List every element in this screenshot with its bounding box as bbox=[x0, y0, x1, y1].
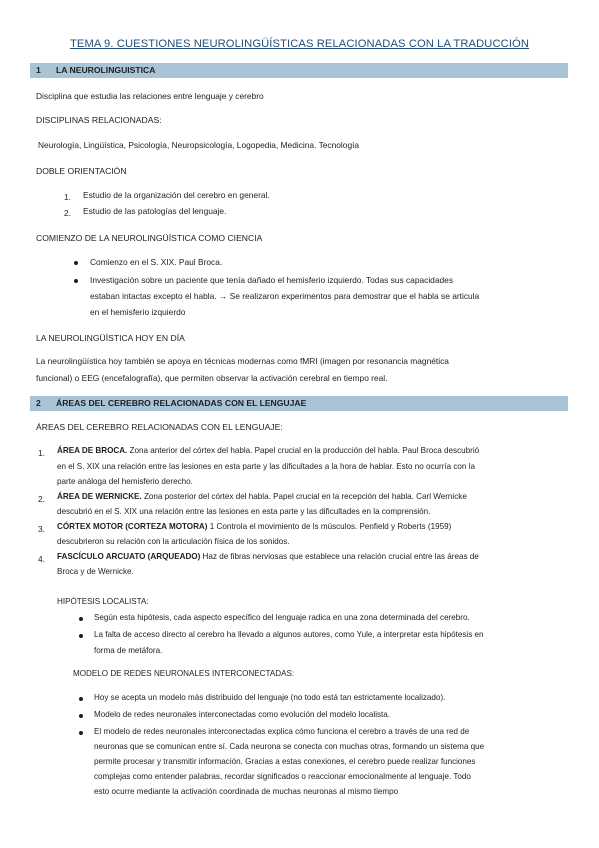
beginning-item-2-line-1: Investigación sobre un paciente que tenía dañado el hemisferio izquierdo. Todas sus capacidades bbox=[90, 275, 454, 285]
area-1-term: ÁREA DE BROCA. bbox=[57, 446, 128, 455]
disciplines-heading: DISCIPLINAS RELACIONADAS: bbox=[36, 115, 162, 125]
disciplines-list: Neurología, Lingüística, Psicología, Neuropsicología, Logopedia, Medicina. Tecnología bbox=[38, 140, 360, 150]
beginning-heading: COMIENZO DE LA NEUROLINGÜÍSTICA COMO CIENCIA bbox=[36, 233, 263, 243]
bullet-icon bbox=[79, 634, 83, 638]
localist-item-1: Según esta hipótesis, cada aspecto específico del lenguaje radica en una zona determinada del cerebro. bbox=[94, 613, 470, 622]
document-title: TEMA 9. CUESTIONES NEUROLINGÜÍSTICAS RELACIONADAS CON LA TRADUCCIÓN bbox=[69, 38, 530, 50]
network-item-2: Modelo de redes neuronales interconectadas como evolución del modelo localista. bbox=[94, 710, 391, 719]
bullet-icon bbox=[79, 617, 83, 621]
network-item-3-line-2: neuronas que se comunican entre sí. Cada neurona se conecta con muchas otras, formando un sistema que bbox=[94, 742, 485, 751]
section-1-number: 1 bbox=[36, 65, 41, 75]
area-1-line-3: parte análoga del hemisferio derecho. bbox=[57, 477, 193, 486]
beginning-item-2-line-2: estaban intactas excepto el habla. → Se realizaron experimentos para demostrar que el habla se articula bbox=[90, 291, 480, 301]
bullet-icon bbox=[74, 261, 78, 265]
beginning-item-2-line-3: en el hemisferio izquierdo bbox=[90, 307, 186, 317]
section-2-title: ÁREAS DEL CEREBRO RELACIONADAS CON EL LENGUJAE bbox=[56, 398, 307, 408]
network-item-3-line-5: esto ocurre mediante la activación coordinada de muchas neuronas al mismo tiempo bbox=[94, 787, 399, 796]
bullet-icon bbox=[79, 697, 83, 701]
localist-heading: HIPÓTESIS LOCALISTA: bbox=[57, 597, 149, 606]
localist-item-2-line-1: La falta de acceso directo al cerebro ha llevado a algunos autores, como Yule, a interpretar esta hipótesis en bbox=[94, 630, 484, 639]
area-4-line-2: Broca y de Wernicke. bbox=[57, 567, 134, 576]
section-2-number: 2 bbox=[36, 398, 41, 408]
area-4-line-1: FASCÍCULO ARCUATO (ARQUEADO) Haz de fibras nerviosas que establece una relación crucial entre las áreas de bbox=[57, 552, 479, 561]
network-item-3-line-1: El modelo de redes neuronales interconectadas explica cómo funciona el cerebro a través de una red de bbox=[94, 727, 470, 736]
orientation-item-1: Estudio de la organización del cerebro en general. bbox=[83, 190, 270, 200]
area-num-3: 3. bbox=[38, 524, 45, 534]
bullet-icon bbox=[74, 279, 78, 283]
area-3-line-1: CÓRTEX MOTOR (CORTEZA MOTORA) 1 Controla el movimiento de ls músculos. Penfield y Roberts (1959) bbox=[57, 522, 452, 531]
orientation-item-2: Estudio de las patologías del lenguaje. bbox=[83, 206, 227, 216]
area-4-term: FASCÍCULO ARCUATO (ARQUEADO) bbox=[57, 552, 201, 561]
area-2-line-1: ÁREA DE WERNICKE. Zona posterior del córtex del habla. Papel crucial en la recepción del habla. Carl Wernicke bbox=[57, 492, 467, 501]
today-heading: LA NEUROLINGÜÍSTICA HOY EN DÍA bbox=[36, 333, 185, 343]
localist-item-2-line-2: forma de metáfora. bbox=[94, 646, 163, 655]
section-1-header bbox=[30, 63, 568, 78]
network-heading: MODELO DE REDES NEURONALES INTERCONECTADAS: bbox=[73, 669, 295, 678]
area-num-2: 2. bbox=[38, 494, 45, 504]
network-item-3-line-3: permite procesar y transmitir información. Gracias a estas conexiones, el cerebro puede realizar funciones bbox=[94, 757, 476, 766]
orientation-num-1: 1. bbox=[64, 192, 71, 202]
area-3-line-2: descubrieron su relación con la articulación física de los sonidos. bbox=[57, 537, 290, 546]
area-1-line-1: ÁREA DE BROCA. Zona anterior del córtex del habla. Papel crucial en la producción del habla. Paul Broca descubrió bbox=[57, 446, 480, 455]
today-line-2: funcional) o EEG (encefalografía), que permiten observar la activación cerebral en tiempo real. bbox=[36, 373, 388, 383]
bullet-icon bbox=[79, 714, 83, 718]
area-3-term: CÓRTEX MOTOR (CORTEZA MOTORA) bbox=[57, 522, 208, 531]
orientation-num-2: 2. bbox=[64, 208, 71, 218]
definition-text: Disciplina que estudia las relaciones entre lenguaje y cerebro bbox=[36, 91, 264, 101]
area-num-4: 4. bbox=[38, 554, 45, 564]
area-2-line-2: descubrió en el S. XIX una relación entre las lesiones en esta parte y las dificultades en la comprensión. bbox=[57, 507, 431, 516]
areas-intro: ÁREAS DEL CEREBRO RELACIONADAS CON EL LENGUAJE: bbox=[36, 422, 283, 432]
bullet-icon bbox=[79, 731, 83, 735]
section-1-title: LA NEUROLINGUISTICA bbox=[56, 65, 156, 75]
section-2-header bbox=[30, 396, 568, 411]
network-item-3-line-4: complejas como entender palabras, recordar significados o reaccionar emocionalmente al lenguaje. Todo bbox=[94, 772, 471, 781]
area-2-term: ÁREA DE WERNICKE. bbox=[57, 492, 142, 501]
network-item-1: Hoy se acepta un modelo más distribuido del lenguaje (no todo está tan estrictamente localizado). bbox=[94, 693, 446, 702]
orientation-heading: DOBLE ORIENTACIÓN bbox=[36, 166, 127, 176]
beginning-item-1: Comienzo en el S. XIX. Paul Broca. bbox=[90, 257, 223, 267]
area-1-line-2: en el S. XIX una relación entre las lesiones en esta parte y las dificultades a la hora de hablar. Esto no ocurría con la bbox=[57, 462, 475, 471]
area-num-1: 1. bbox=[38, 448, 45, 458]
today-line-1: La neurolingüística hoy también se apoya en técnicas modernas como fMRI (imagen por resonancia magnética bbox=[36, 356, 449, 366]
